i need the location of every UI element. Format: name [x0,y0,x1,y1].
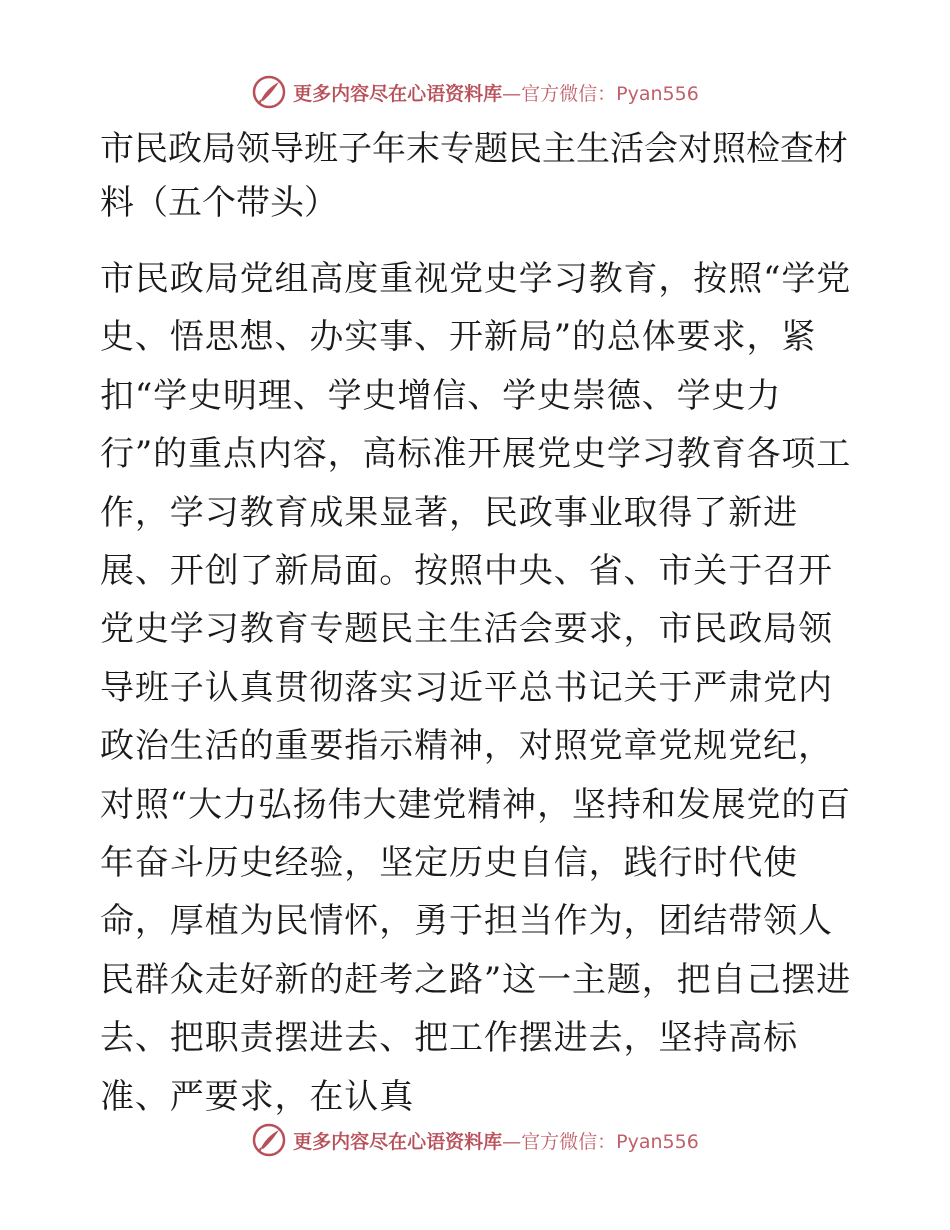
document-body-paragraph: 市民政局党组高度重视党史学习教育，按照“学党史、悟思想、办实事、开新局”的总体要求，紧扣“学史明理、学史增信、学史崇德、学史力行”的重点内容，高标准开展党史学习教育各项工作，学习教育成果显著，民政事业取得了新进展、开创了新局面。按照中央、省、市关于召开党史学习教育专题民主生活会要求，市民政局领导班子认真贯彻落实习近平总书记关于严肃党内政治生活的重要指示精神，对照党章党规党纪，对照“大力弘扬伟大建党精神，坚持和发展党的百年奋斗历史经验，坚定历史自信，践行时代使命，厚植为民情怀，勇于担当作为，团结带领人民群众走好新的赶考之路”这一主题，把自己摆进去、把职责摆进去、把工作摆进去，坚持高标准、严要求，在认真 [100,259,852,1117]
header-banner-text: 更多内容尽在心语资料库 [293,82,503,105]
footer-banner-text: 更多内容尽在心语资料库 [293,1130,503,1153]
document-title: 市民政局领导班子年末专题民主生活会对照检查材料（五个带头） [100,129,848,223]
quill-logo-icon [251,1122,287,1158]
quill-logo-icon [251,74,287,110]
header-banner-contact: —官方微信：Pyan556 [502,82,699,105]
footer-banner [0,1120,950,1160]
footer-banner-contact: —官方微信：Pyan556 [502,1130,699,1153]
header-banner [0,72,950,112]
